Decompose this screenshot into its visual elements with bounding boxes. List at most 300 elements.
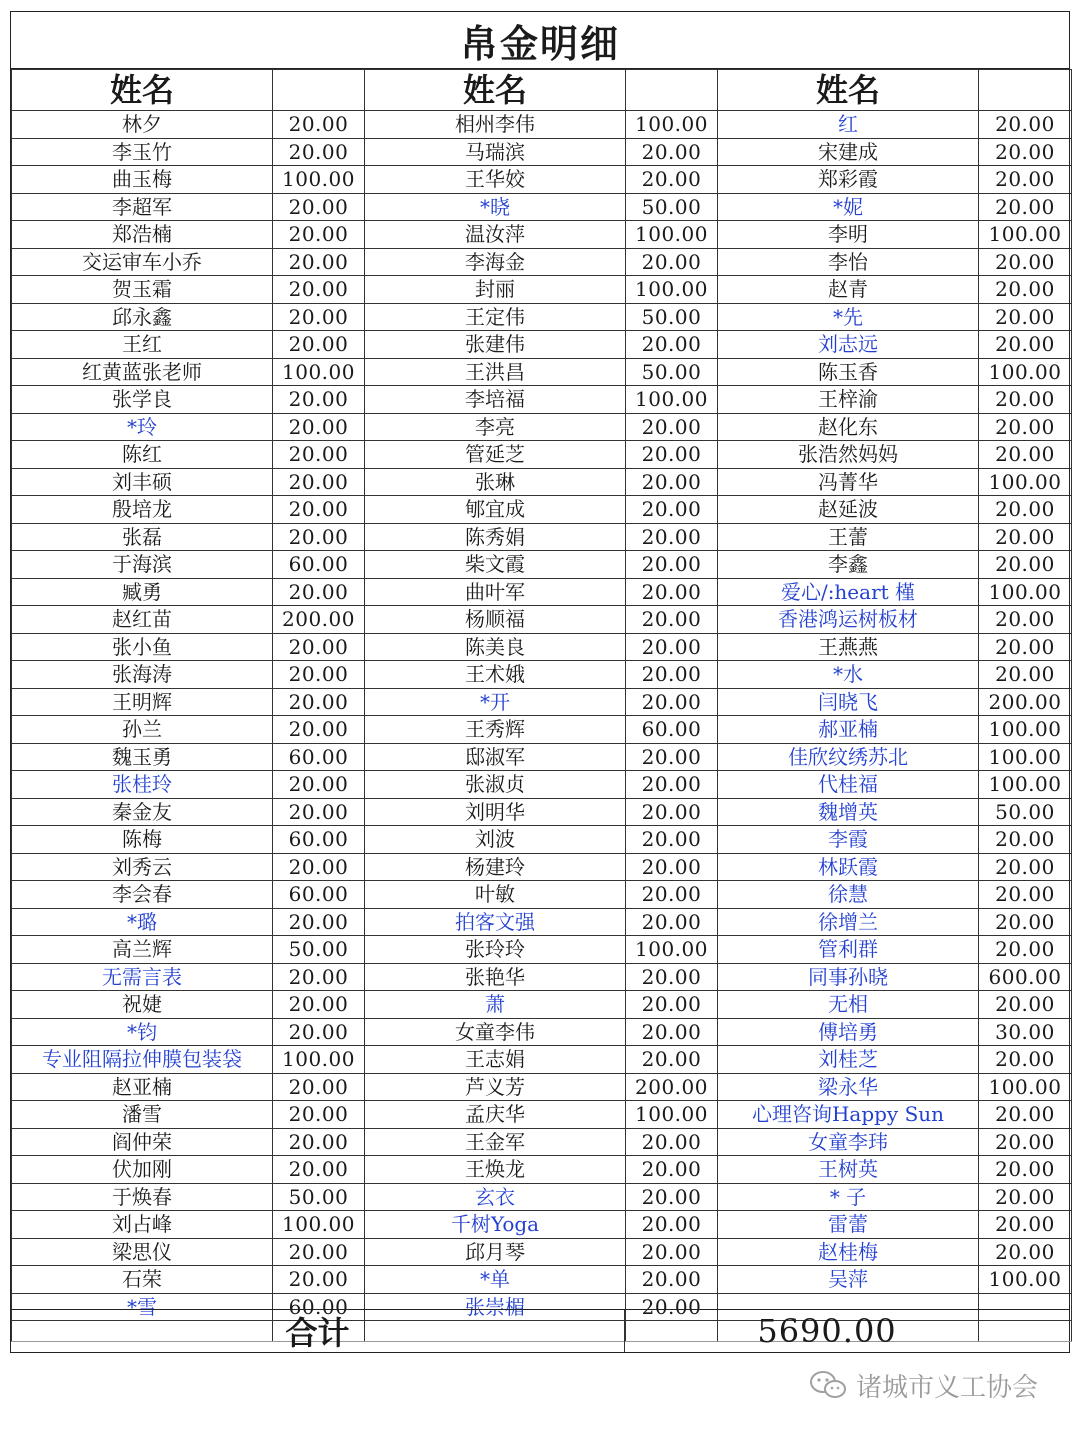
donor-name: 雷蕾: [718, 1211, 979, 1239]
donor-name: * 子: [718, 1183, 979, 1211]
donation-amount: 20.00: [979, 1156, 1072, 1184]
donation-amount: 20.00: [626, 1293, 718, 1321]
table-row: [12, 963, 1072, 991]
table-row: [12, 468, 1072, 496]
donation-amount: 20.00: [626, 688, 718, 716]
donor-name: 徐增兰: [718, 908, 979, 936]
table-row: [12, 936, 1072, 964]
watermark: [808, 1367, 1038, 1403]
table-row: [12, 716, 1072, 744]
table-row: [12, 1128, 1072, 1156]
donor-name: 王蕾: [718, 523, 979, 551]
donation-amount: 100.00: [979, 358, 1072, 386]
donor-name: 张浩然妈妈: [718, 441, 979, 469]
donation-amount: 20.00: [626, 248, 718, 276]
donation-amount: 20.00: [979, 331, 1072, 359]
donation-amount: 20.00: [626, 523, 718, 551]
table-row: [12, 908, 1072, 936]
table-row: [12, 1266, 1072, 1294]
donor-name: 梁思仪: [12, 1238, 273, 1266]
donor-name: 秦金友: [12, 798, 273, 826]
donor-name: 心理咨询Happy Sun: [718, 1101, 979, 1129]
donation-amount: 20.00: [626, 1211, 718, 1239]
donation-amount: 20.00: [979, 853, 1072, 881]
donor-name: 专业阻隔拉伸膜包装袋: [12, 1046, 273, 1074]
donor-name: 邱月琴: [365, 1238, 626, 1266]
donation-amount: 100.00: [979, 1266, 1072, 1294]
donor-name: 温汝萍: [365, 221, 626, 249]
total-label: 合计: [11, 1310, 625, 1352]
donation-amount: 20.00: [626, 413, 718, 441]
donor-name: 女童李玮: [718, 1128, 979, 1156]
donation-amount: 20.00: [273, 716, 365, 744]
donation-amount: 20.00: [626, 743, 718, 771]
donation-amount: 20.00: [626, 166, 718, 194]
donation-amount: 50.00: [626, 303, 718, 331]
donor-name: 同事孙晓: [718, 963, 979, 991]
donation-amount: 20.00: [273, 111, 365, 139]
donor-name: 赵青: [718, 276, 979, 304]
donor-name: 红: [718, 111, 979, 139]
donor-name: 傅培勇: [718, 1018, 979, 1046]
donation-amount: 100.00: [273, 1211, 365, 1239]
donation-amount: 20.00: [273, 991, 365, 1019]
donor-name: 石荣: [12, 1266, 273, 1294]
donation-amount: 20.00: [979, 881, 1072, 909]
donation-amount: 20.00: [979, 1046, 1072, 1074]
donor-name: 张建伟: [365, 331, 626, 359]
table-row: [12, 248, 1072, 276]
donor-name: 臧勇: [12, 578, 273, 606]
donation-amount: 20.00: [979, 138, 1072, 166]
donor-name: 王燕燕: [718, 633, 979, 661]
donation-amount: 20.00: [626, 1238, 718, 1266]
donation-amount: 60.00: [273, 551, 365, 579]
table-row: [12, 826, 1072, 854]
donation-amount: 20.00: [626, 771, 718, 799]
donor-name: 封丽: [365, 276, 626, 304]
donor-name: *钧: [12, 1018, 273, 1046]
donor-name: 张海涛: [12, 661, 273, 689]
table-row: [12, 606, 1072, 634]
donor-name: 杨顺福: [365, 606, 626, 634]
donation-amount: 60.00: [273, 1293, 365, 1321]
table-row: [12, 991, 1072, 1019]
donation-amount: 100.00: [626, 276, 718, 304]
donor-name: 郑彩霞: [718, 166, 979, 194]
donor-name: 王华姣: [365, 166, 626, 194]
donor-name: 玄衣: [365, 1183, 626, 1211]
donation-amount: 20.00: [273, 1128, 365, 1156]
donation-amount: 200.00: [273, 606, 365, 634]
donor-name: 爱心/:heart 槿: [718, 578, 979, 606]
donor-name: 刘占峰: [12, 1211, 273, 1239]
donation-amount: 20.00: [273, 138, 365, 166]
donor-name: 交运审车小乔: [12, 248, 273, 276]
donor-name: 千树Yoga: [365, 1211, 626, 1239]
donor-name: 刘桂芝: [718, 1046, 979, 1074]
donor-name: 李明: [718, 221, 979, 249]
donation-amount: 20.00: [979, 193, 1072, 221]
donor-name: 郝亚楠: [718, 716, 979, 744]
donation-amount: 20.00: [626, 578, 718, 606]
donation-amount: 20.00: [979, 633, 1072, 661]
donation-amount: 20.00: [626, 633, 718, 661]
column-header-name: 姓名: [365, 70, 626, 111]
donation-amount: 20.00: [979, 496, 1072, 524]
donation-amount: 20.00: [979, 661, 1072, 689]
donor-name: 刘明华: [365, 798, 626, 826]
donor-name: 王定伟: [365, 303, 626, 331]
donor-name: 郑浩楠: [12, 221, 273, 249]
donation-amount: 20.00: [626, 1183, 718, 1211]
donor-name: 陈美良: [365, 633, 626, 661]
donation-amount: 20.00: [273, 1266, 365, 1294]
donor-name: 王红: [12, 331, 273, 359]
donation-amount: 20.00: [626, 1018, 718, 1046]
donor-name: 魏玉勇: [12, 743, 273, 771]
donor-name: 李会春: [12, 881, 273, 909]
donation-amount: 20.00: [273, 386, 365, 414]
donation-amount: 50.00: [626, 193, 718, 221]
donor-name: 拍客文强: [365, 908, 626, 936]
donation-amount: 600.00: [979, 963, 1072, 991]
donation-amount: 20.00: [979, 276, 1072, 304]
donor-name: *开: [365, 688, 626, 716]
donor-name: 张小鱼: [12, 633, 273, 661]
donation-amount: 20.00: [979, 441, 1072, 469]
total-row: [11, 1309, 1069, 1352]
table-row: [12, 1046, 1072, 1074]
donor-name: 冯菁华: [718, 468, 979, 496]
table-row: [12, 386, 1072, 414]
donor-name: 王志娟: [365, 1046, 626, 1074]
donor-name: 王焕龙: [365, 1156, 626, 1184]
donor-name: 马瑞滨: [365, 138, 626, 166]
donation-amount: 100.00: [979, 1073, 1072, 1101]
donation-amount: 20.00: [626, 1128, 718, 1156]
donor-name: 李培福: [365, 386, 626, 414]
donation-amount: 20.00: [273, 963, 365, 991]
donation-amount: 20.00: [273, 276, 365, 304]
donor-name: *先: [718, 303, 979, 331]
donation-amount: 20.00: [979, 551, 1072, 579]
donation-amount: 20.00: [273, 496, 365, 524]
donation-amount: 20.00: [979, 303, 1072, 331]
donation-amount: 20.00: [626, 606, 718, 634]
donation-amount: 20.00: [273, 1073, 365, 1101]
donor-name: 于焕春: [12, 1183, 273, 1211]
donor-name: 管延芝: [365, 441, 626, 469]
donor-name: 刘波: [365, 826, 626, 854]
table-row: [12, 1156, 1072, 1184]
donation-amount: 20.00: [626, 1046, 718, 1074]
donation-amount: 100.00: [626, 1101, 718, 1129]
donor-name: 王明辉: [12, 688, 273, 716]
donation-amount: 20.00: [626, 963, 718, 991]
donation-amount: 100.00: [273, 1046, 365, 1074]
donor-name: 王洪昌: [365, 358, 626, 386]
donation-amount: 20.00: [626, 991, 718, 1019]
donation-amount: 20.00: [273, 523, 365, 551]
donation-amount: 100.00: [979, 716, 1072, 744]
donor-name: 刘秀云: [12, 853, 273, 881]
donation-amount: 20.00: [979, 991, 1072, 1019]
donor-name: 李霞: [718, 826, 979, 854]
table-row: [12, 523, 1072, 551]
donation-amount: 20.00: [273, 633, 365, 661]
table-row: [12, 496, 1072, 524]
donor-name: 林夕: [12, 111, 273, 139]
donor-name: 杨建玲: [365, 853, 626, 881]
donation-amount: 20.00: [979, 523, 1072, 551]
donation-amount: 200.00: [979, 688, 1072, 716]
table-row: [12, 771, 1072, 799]
donor-name: 张学良: [12, 386, 273, 414]
donor-name: 邱永鑫: [12, 303, 273, 331]
column-header-amount: [979, 70, 1072, 111]
donor-name: 萧: [365, 991, 626, 1019]
donor-name: 李玉竹: [12, 138, 273, 166]
total-value: 5690.00: [757, 1312, 897, 1350]
donor-name: 陈秀娟: [365, 523, 626, 551]
donor-name: 王秀辉: [365, 716, 626, 744]
donor-name: 张桂玲: [12, 771, 273, 799]
donation-amount: 20.00: [273, 468, 365, 496]
donor-name: 无相: [718, 991, 979, 1019]
donor-name: 曲玉梅: [12, 166, 273, 194]
donation-amount: 20.00: [273, 331, 365, 359]
table-row: [12, 798, 1072, 826]
donation-amount: 20.00: [273, 688, 365, 716]
donor-name: 王术娥: [365, 661, 626, 689]
donation-amount: 20.00: [626, 551, 718, 579]
donation-amount: 20.00: [273, 578, 365, 606]
donation-amount: 20.00: [626, 661, 718, 689]
donation-amount: 20.00: [626, 496, 718, 524]
donation-amount: 100.00: [979, 771, 1072, 799]
donation-amount: 50.00: [979, 798, 1072, 826]
donation-amount: 60.00: [273, 826, 365, 854]
donor-name: 叶敏: [365, 881, 626, 909]
donation-amount: 20.00: [626, 826, 718, 854]
donation-amount: 20.00: [979, 908, 1072, 936]
donation-amount: 100.00: [273, 358, 365, 386]
donor-name: 高兰辉: [12, 936, 273, 964]
donation-amount: 20.00: [979, 1211, 1072, 1239]
donor-name: 张琳: [365, 468, 626, 496]
donation-amount: 20.00: [979, 1238, 1072, 1266]
table-row: [12, 276, 1072, 304]
donation-amount: 20.00: [626, 468, 718, 496]
table-row: [12, 1238, 1072, 1266]
donation-amount: 20.00: [979, 166, 1072, 194]
donation-amount: 30.00: [979, 1018, 1072, 1046]
donation-amount: 100.00: [626, 936, 718, 964]
donor-name: 王树英: [718, 1156, 979, 1184]
donor-name: 无需言表: [12, 963, 273, 991]
donation-amount: 100.00: [626, 111, 718, 139]
donation-amount: 20.00: [273, 1018, 365, 1046]
donor-name: 红黄蓝张老师: [12, 358, 273, 386]
donor-name: 管利群: [718, 936, 979, 964]
donation-amount: 20.00: [273, 1101, 365, 1129]
donation-amount: 20.00: [979, 386, 1072, 414]
donor-name: 代桂福: [718, 771, 979, 799]
table-row: [12, 633, 1072, 661]
table-row: [12, 551, 1072, 579]
donor-name: 相州李伟: [365, 111, 626, 139]
donor-name: 潘雪: [12, 1101, 273, 1129]
donor-name: 张崇楣: [365, 1293, 626, 1321]
donor-name: 李鑫: [718, 551, 979, 579]
table-row: [12, 688, 1072, 716]
donor-name: 徐慧: [718, 881, 979, 909]
donor-name: 柴文霞: [365, 551, 626, 579]
column-header-amount: [626, 70, 718, 111]
table-row: [12, 1183, 1072, 1211]
donor-name: *单: [365, 1266, 626, 1294]
donation-amount: 20.00: [979, 606, 1072, 634]
donation-amount: 20.00: [273, 248, 365, 276]
donation-amount: 20.00: [273, 1156, 365, 1184]
column-header-name: 姓名: [12, 70, 273, 111]
donation-amount: 100.00: [626, 221, 718, 249]
donation-amount: 60.00: [273, 743, 365, 771]
donor-name: 阎仲荣: [12, 1128, 273, 1156]
donation-amount: 20.00: [273, 413, 365, 441]
donor-name: 女童李伟: [365, 1018, 626, 1046]
donation-amount: 100.00: [979, 468, 1072, 496]
donor-name: *妮: [718, 193, 979, 221]
donor-name: 陈玉香: [718, 358, 979, 386]
donation-amount: 60.00: [626, 716, 718, 744]
donation-amount: 20.00: [273, 303, 365, 331]
donation-amount: 20.00: [626, 798, 718, 826]
donor-name: 梁永华: [718, 1073, 979, 1101]
donor-name: 李海金: [365, 248, 626, 276]
table-row: [12, 743, 1072, 771]
donor-name: *璐: [12, 908, 273, 936]
donor-name: 宋建成: [718, 138, 979, 166]
table-row: [12, 111, 1072, 139]
table-row: [12, 578, 1072, 606]
donation-amount: 20.00: [273, 441, 365, 469]
donor-name: 赵桂梅: [718, 1238, 979, 1266]
donation-amount: 20.00: [979, 936, 1072, 964]
donation-amount: 20.00: [979, 1101, 1072, 1129]
table-row: [12, 331, 1072, 359]
donation-amount: 20.00: [626, 138, 718, 166]
donation-amount: 50.00: [626, 358, 718, 386]
table-row: [12, 1018, 1072, 1046]
donor-name: 赵亚楠: [12, 1073, 273, 1101]
donation-amount: 20.00: [273, 853, 365, 881]
table-row: [12, 413, 1072, 441]
donation-amount: 20.00: [273, 221, 365, 249]
donor-name: 贺玉霜: [12, 276, 273, 304]
donor-name: 殷培龙: [12, 496, 273, 524]
page-title: 帛金明细: [11, 12, 1069, 69]
wechat-logo-icon: [808, 1370, 848, 1400]
donation-amount: 100.00: [979, 221, 1072, 249]
donor-name: 张玲玲: [365, 936, 626, 964]
donation-amount: 20.00: [979, 1128, 1072, 1156]
table-row: [12, 193, 1072, 221]
donation-amount: 20.00: [273, 193, 365, 221]
donor-name: 陈梅: [12, 826, 273, 854]
donation-amount: 20.00: [979, 248, 1072, 276]
donor-name: 祝婕: [12, 991, 273, 1019]
donation-amount: 20.00: [626, 908, 718, 936]
donor-name: 张艳华: [365, 963, 626, 991]
donor-name: 魏增英: [718, 798, 979, 826]
donor-name: 张淑贞: [365, 771, 626, 799]
donation-amount: 100.00: [979, 578, 1072, 606]
table-header-row: [12, 70, 1072, 111]
table-row: [12, 303, 1072, 331]
donor-name: 郇宜成: [365, 496, 626, 524]
table-row: [12, 881, 1072, 909]
donation-amount: 20.00: [979, 413, 1072, 441]
column-header-name: 姓名: [718, 70, 979, 111]
donation-amount: 20.00: [626, 441, 718, 469]
donor-name: 伏加刚: [12, 1156, 273, 1184]
watermark-text: 诸城市义工协会: [856, 1372, 1039, 1403]
donor-name: *水: [718, 661, 979, 689]
donor-name: 李怡: [718, 248, 979, 276]
donation-sheet: [10, 11, 1070, 1353]
donation-amount: 20.00: [626, 1156, 718, 1184]
donor-name: 刘志远: [718, 331, 979, 359]
donation-amount: 20.00: [626, 331, 718, 359]
donor-name: 香港鸿运树板材: [718, 606, 979, 634]
donor-name: 王梓渝: [718, 386, 979, 414]
donor-name: 邸淑军: [365, 743, 626, 771]
donor-name: 孙兰: [12, 716, 273, 744]
table-row: [12, 441, 1072, 469]
donor-name: 赵化东: [718, 413, 979, 441]
donation-amount: 50.00: [273, 1183, 365, 1211]
donation-amount: 100.00: [273, 166, 365, 194]
table-row: [12, 853, 1072, 881]
donation-amount: 20.00: [273, 771, 365, 799]
donor-name: 赵延波: [718, 496, 979, 524]
donor-name: 芦义芳: [365, 1073, 626, 1101]
donor-name: 张磊: [12, 523, 273, 551]
table-row: [12, 1211, 1072, 1239]
table-row: [12, 358, 1072, 386]
donor-name: 闫晓飞: [718, 688, 979, 716]
column-header-amount: [273, 70, 365, 111]
donation-amount: 20.00: [273, 1238, 365, 1266]
donation-amount: 20.00: [626, 853, 718, 881]
donation-amount: 20.00: [626, 1266, 718, 1294]
donation-amount: 100.00: [626, 386, 718, 414]
donor-name: 王金军: [365, 1128, 626, 1156]
donor-name: 刘丰硕: [12, 468, 273, 496]
donation-table: [11, 69, 1072, 1342]
table-row: [12, 221, 1072, 249]
donor-name: 孟庆华: [365, 1101, 626, 1129]
donation-amount: 20.00: [273, 798, 365, 826]
donor-name: 吴萍: [718, 1266, 979, 1294]
table-row: [12, 166, 1072, 194]
donor-name: 佳欣纹绣苏北: [718, 743, 979, 771]
donor-name: 于海滨: [12, 551, 273, 579]
donor-name: 林跃霞: [718, 853, 979, 881]
donation-amount: 20.00: [979, 111, 1072, 139]
